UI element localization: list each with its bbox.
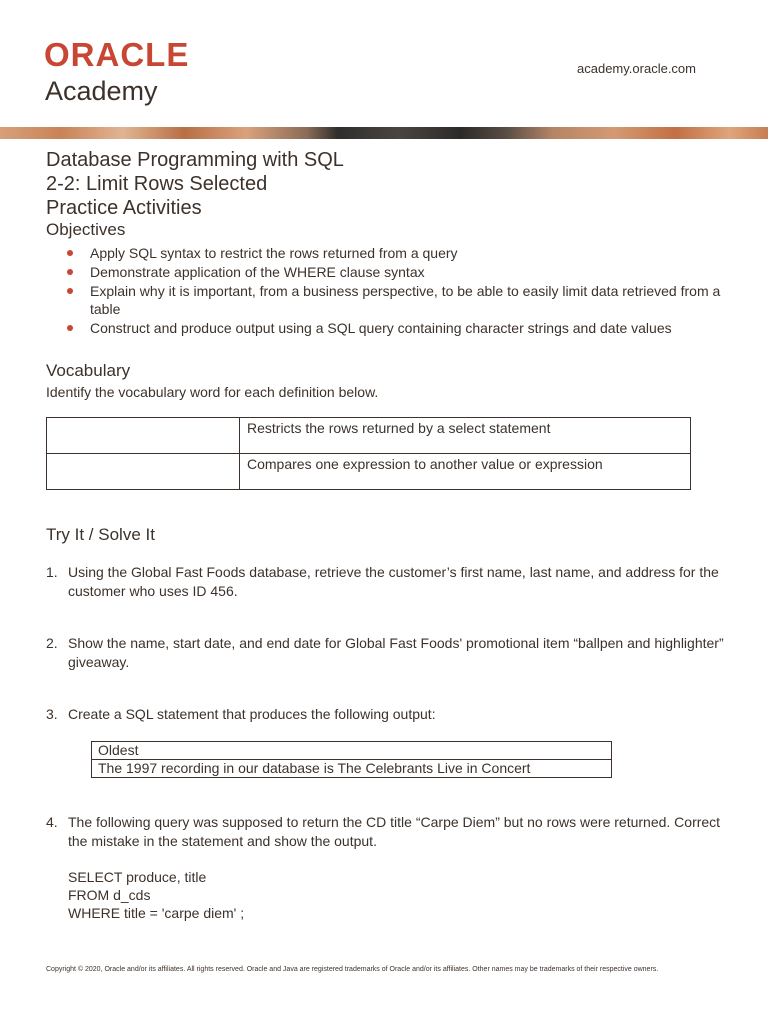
copyright-notice: Copyright © 2020, Oracle and/or its affiliates. All rights reserved. Oracle and Java are registered trademarks of Oracle and/or its affiliates. Other names may be trademarks of their respective owners.	[46, 966, 659, 973]
bullet-icon	[67, 288, 73, 294]
doc-title-line-2: 2-2: Limit Rows Selected	[46, 173, 268, 195]
doc-title-line-1: Database Programming with SQL	[46, 149, 344, 171]
question-number: 3.	[46, 706, 58, 722]
objective-item: Construct and produce output using a SQL query containing character strings and date values	[46, 319, 736, 337]
sql-code-block	[68, 868, 736, 922]
code-line: FROM d_cds	[68, 887, 151, 903]
bullet-icon	[67, 250, 73, 256]
table-row	[92, 742, 612, 760]
output-header-cell: Oldest	[92, 742, 612, 760]
objective-item: Explain why it is important, from a business perspective, to be able to easily limit data retrieved from a table	[46, 282, 736, 318]
vocab-definition-cell: Restricts the rows returned by a select statement	[240, 418, 691, 454]
question-text: Create a SQL statement that produces the following output:	[68, 706, 436, 722]
objectives-list	[46, 244, 736, 337]
question-2	[46, 634, 736, 672]
document-body	[46, 148, 736, 922]
objective-item: Demonstrate application of the WHERE clause syntax	[46, 263, 736, 281]
question-1	[46, 563, 736, 601]
table-row	[47, 418, 691, 454]
vocabulary-table	[46, 417, 691, 490]
question-4	[46, 813, 736, 851]
vocab-term-cell[interactable]	[47, 418, 240, 454]
site-url[interactable]: academy.oracle.com	[577, 61, 696, 76]
question-text: Using the Global Fast Foods database, retrieve the customer’s first name, last name, and address for the customer who uses ID 456.	[68, 564, 719, 599]
bullet-icon	[67, 325, 73, 331]
question-text: The following query was supposed to return the CD title “Carpe Diem” but no rows were returned. Correct the mistake in the statement and show the output.	[68, 814, 721, 849]
vocabulary-heading: Vocabulary	[46, 361, 131, 380]
header-banner	[0, 127, 768, 139]
output-value-cell: The 1997 recording in our database is The Celebrants Live in Concert	[92, 760, 612, 778]
oracle-logo: ORACLE	[44, 36, 190, 73]
code-line: WHERE title = 'carpe diem' ;	[68, 905, 245, 921]
code-line: SELECT produce, title	[68, 869, 207, 885]
academy-label: Academy	[45, 76, 158, 106]
vocab-term-cell[interactable]	[47, 454, 240, 490]
try-it-heading: Try It / Solve It	[46, 525, 155, 544]
table-row	[47, 454, 691, 490]
bullet-icon	[67, 269, 73, 275]
doc-title-line-3: Practice Activities	[46, 197, 202, 219]
question-3	[46, 705, 736, 724]
question-text: Show the name, start date, and end date for Global Fast Foods' promotional item “ballpen and highlighter” giveaway.	[68, 635, 724, 670]
table-row	[92, 760, 612, 778]
vocab-definition-cell: Compares one expression to another value or expression	[240, 454, 691, 490]
objectives-heading: Objectives	[46, 220, 126, 239]
question-number: 2.	[46, 635, 58, 651]
objective-item: Apply SQL syntax to restrict the rows returned from a query	[46, 244, 736, 262]
question-number: 1.	[46, 564, 58, 580]
vocabulary-intro: Identify the vocabulary word for each definition below.	[46, 384, 379, 400]
question-number: 4.	[46, 814, 58, 830]
output-table	[91, 741, 612, 778]
